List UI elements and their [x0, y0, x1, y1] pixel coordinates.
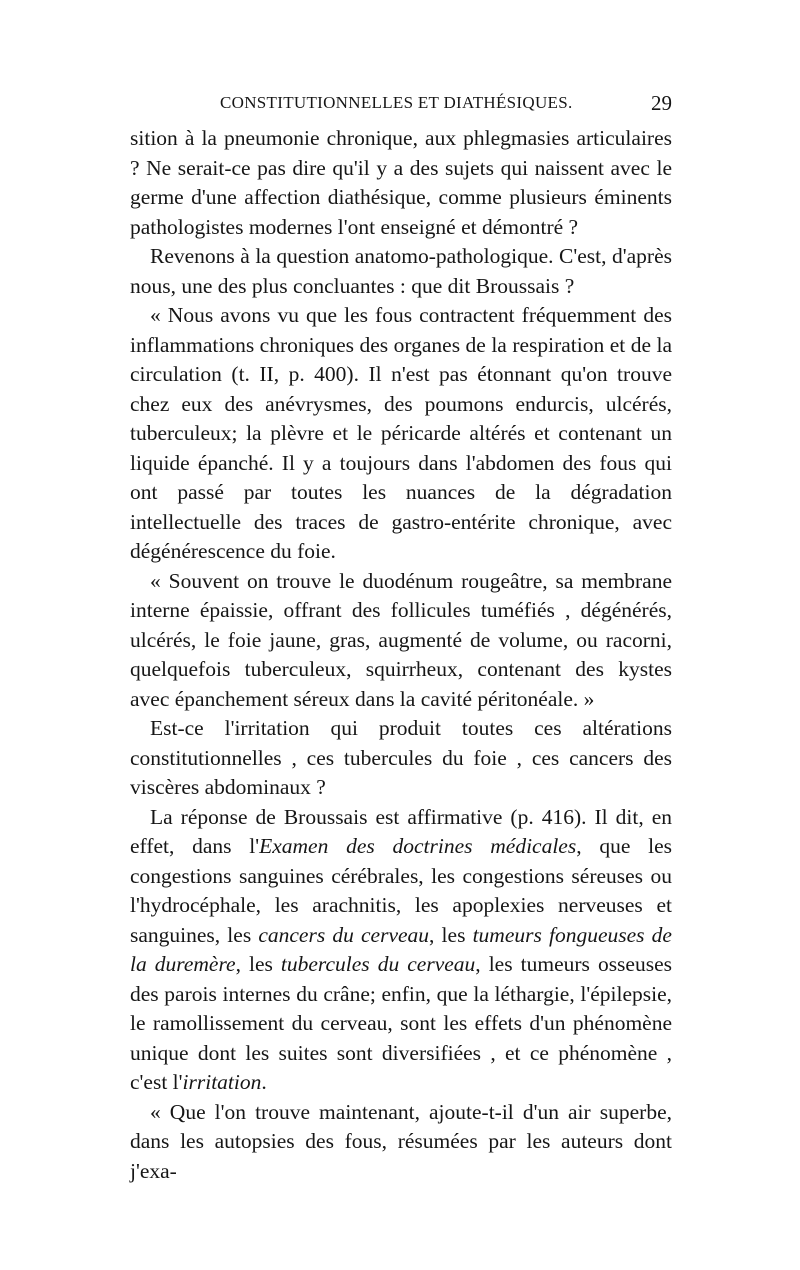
page-number: 29: [651, 91, 672, 115]
paragraph-6-text-5: , les tumeurs osseuses des parois internes du crâne; enfin, que la léthargie, l'épilepsie, le ramollissement du cerveau, sont les effets d'un phénomène unique dont les suites sont diversifiées , et ce phénomène , c'est l': [130, 952, 672, 1094]
italic-tumeurs: tumeurs fongueuses de la duremère: [130, 922, 672, 976]
paragraph-6-text-2: , que les congestions sanguines cérébrales, les congestions séreuses ou l'hydrocéphale, les arachnitis, les apoplexies nerveuses et sanguines, les: [130, 834, 672, 947]
paragraph-6-text-3: , les: [429, 922, 473, 947]
running-head: CONSTITUTIONNELLES ET DIATHÉSIQUES.: [220, 93, 573, 112]
book-title-examen: Examen des doctrines médicales: [259, 834, 577, 858]
paragraph-1: sition à la pneumonie chronique, aux phlegmasies articulaires ? Ne serait-ce pas dire qu'il y a des sujets qui naissent avec le germe d'une affection diathésique, comme plusieurs éminents pathologistes modernes l'ont enseigné et démontré ?: [130, 126, 672, 239]
italic-tubercules: tubercules du cerveau: [280, 952, 476, 976]
paragraph-6: [130, 803, 672, 1098]
italic-cancers: cancers du cerveau: [258, 922, 430, 947]
paragraph-6-text-6: .: [261, 1070, 267, 1094]
paragraph-6-text-4: , les: [235, 952, 281, 976]
paragraph-2: Revenons à la question anatomo-pathologique. C'est, d'après nous, une des plus concluantes : que dit Broussais ?: [130, 244, 672, 298]
italic-irritation: irritation: [182, 1070, 262, 1094]
paragraph-6-text-1: La réponse de Broussais est affirmative (p. 416). Il dit, en effet, dans l': [130, 804, 672, 858]
paragraph-5: Est-ce l'irritation qui produit toutes ces altérations constitutionnelles , ces tubercules du foie , ces cancers des viscères abdominaux ?: [130, 716, 672, 799]
paragraph-7-quote: « Que l'on trouve maintenant, ajoute-t-il d'un air superbe, dans les autopsies des fous, résumées par les auteurs dont j'exa-: [130, 1099, 672, 1183]
paragraph-3-quote: « Nous avons vu que les fous contractent fréquemment des inflammations chroniques des organes de la respiration et de la circulation (t. II, p. 400). Il n'est pas étonnant qu'on trouve chez eux des anévrysmes, des poumons endurcis, ulcérés, tuberculeux; la plèvre et le péricarde altérés et contenant un liquide épanché. Il y a toujours dans l'abdomen des fous qui ont passé par toutes les nuances de la dégradation intellectuelle des traces de gastro-entérite chronique, avec dégénérescence du foie.: [130, 303, 672, 563]
page-header: [130, 93, 672, 123]
body-text: [130, 124, 672, 1186]
paragraph-4-quote: « Souvent on trouve le duodénum rougeâtre, sa membrane interne épaissie, offrant des follicules tuméfiés , dégénérés, ulcérés, le foie jaune, gras, augmenté de volume, ou racorni, quelquefois tuberculeux, squirrheux, contenant des kystes avec épanchement séreux dans la cavité péritonéale. »: [130, 568, 672, 711]
